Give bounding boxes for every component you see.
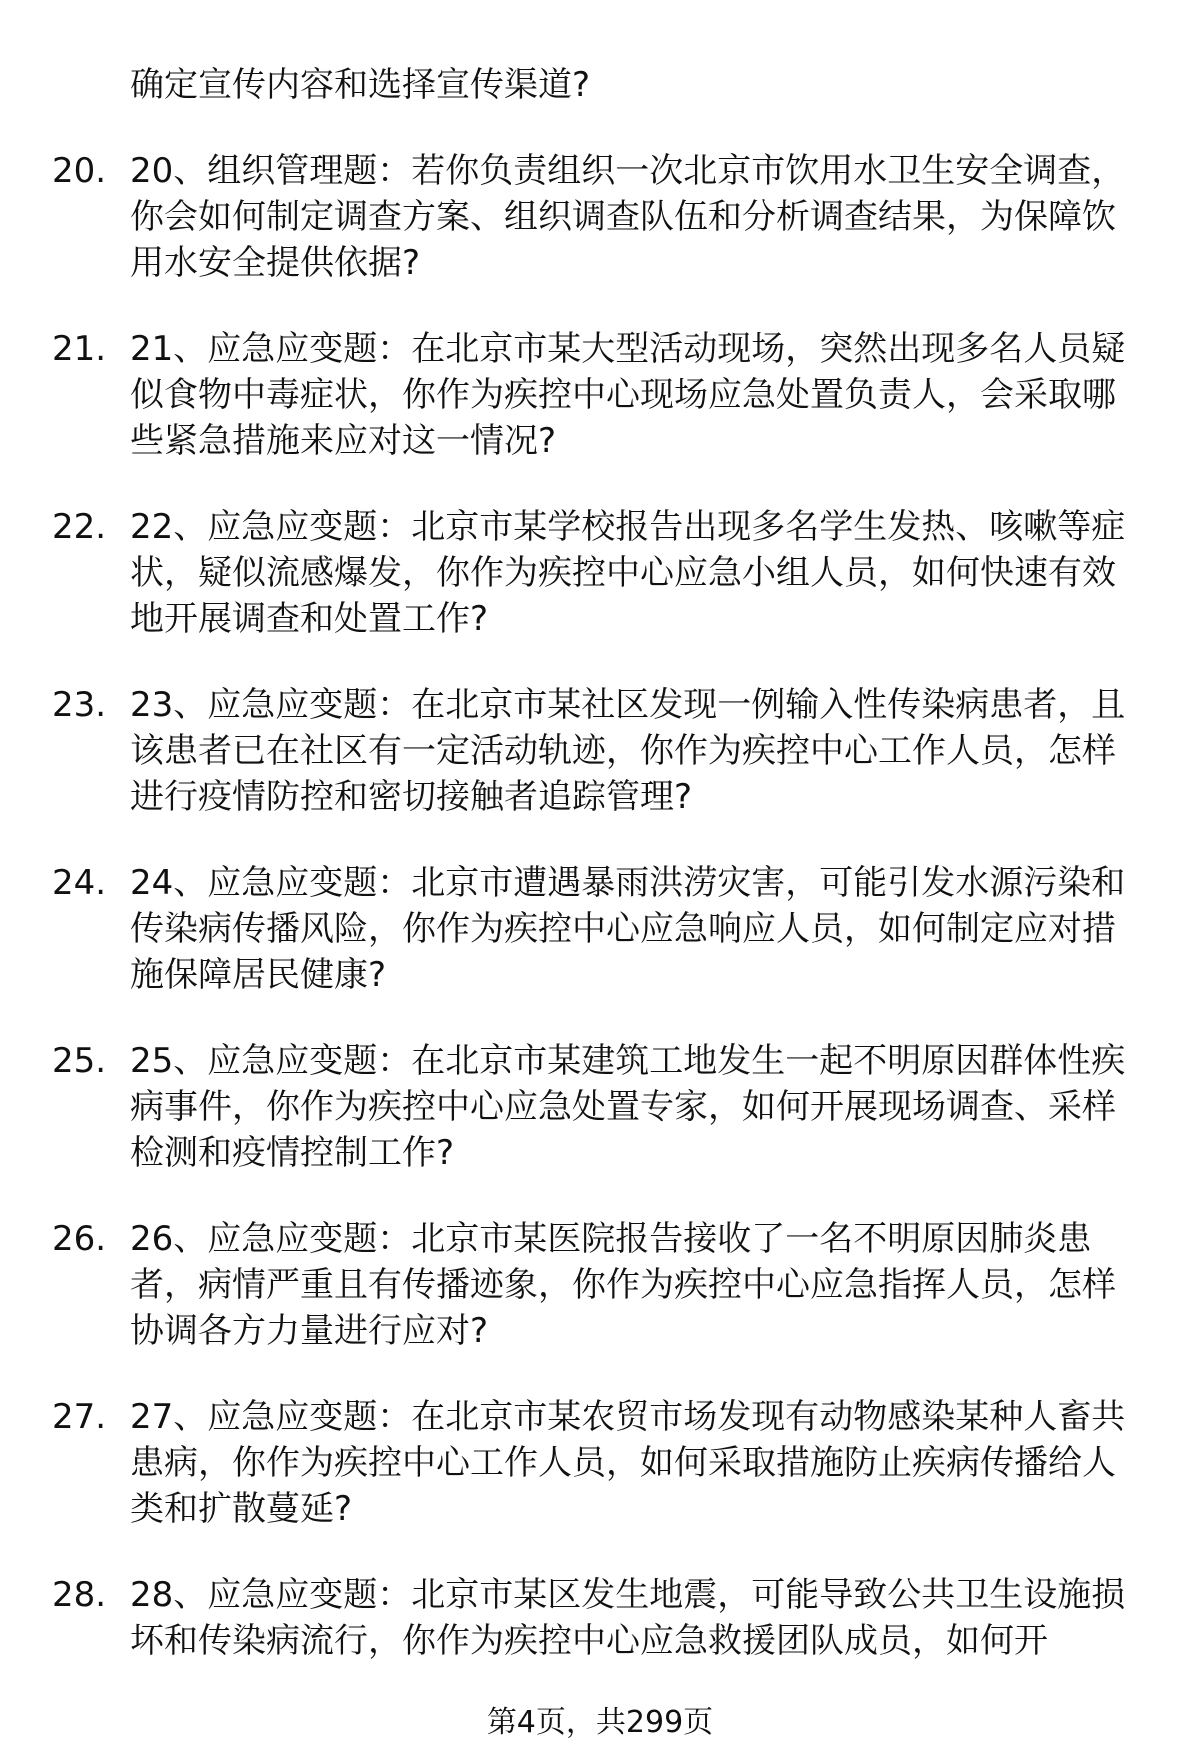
item-text: 28、应急应变题：北京市某区发生地震，可能导致公共卫生设施损坏和传染病流行，你作为疾控中心应急救援团队成员，如何开: [130, 1575, 1126, 1661]
page-number-footer: 第4页，共299页: [486, 1705, 714, 1740]
item-number: 25.: [52, 1041, 107, 1081]
list-item: [0, 1572, 1200, 1710]
item-number: 28.: [52, 1575, 107, 1615]
item-text: 26、应急应变题：北京市某医院报告接收了一名不明原因肺炎患者，病情严重且有传播迹象，你作为疾控中心应急指挥人员，怎样协调各方力量进行应对?: [130, 1219, 1116, 1351]
list-item: [0, 504, 1200, 642]
list-item: [0, 682, 1200, 820]
item-number: 23.: [52, 685, 107, 725]
item-text: 24、应急应变题：北京市遭遇暴雨洪涝灾害，可能引发水源污染和传染病传播风险，你作为疾控中心应急响应人员，如何制定应对措施保障居民健康?: [130, 863, 1126, 995]
list-item: [0, 860, 1200, 998]
item-text: 27、应急应变题：在北京市某农贸市场发现有动物感染某种人畜共患病，你作为疾控中心工作人员，如何采取措施防止疾病传播给人类和扩散蔓延?: [130, 1397, 1126, 1529]
item-number: 22.: [52, 507, 107, 547]
item-text: 23、应急应变题：在北京市某社区发现一例输入性传染病患者，且该患者已在社区有一定活动轨迹，你作为疾控中心工作人员，怎样进行疫情防控和密切接触者追踪管理?: [130, 685, 1126, 817]
item-text: 21、应急应变题：在北京市某大型活动现场，突然出现多名人员疑似食物中毒症状，你作为疾控中心现场应急处置负责人，会采取哪些紧急措施来应对这一情况?: [130, 329, 1126, 461]
item-number: 21.: [52, 329, 107, 369]
list-item: [0, 326, 1200, 464]
continued-question-text: 确定宣传内容和选择宣传渠道?: [130, 65, 591, 105]
list-item: [0, 1038, 1200, 1176]
question-list: [0, 148, 1200, 1750]
item-text: 20、组织管理题：若你负责组织一次北京市饮用水卫生安全调查，你会如何制定调查方案、组织调查队伍和分析调查结果，为保障饮用水安全提供依据?: [130, 151, 1126, 283]
item-number: 26.: [52, 1219, 107, 1259]
item-text: 25、应急应变题：在北京市某建筑工地发生一起不明原因群体性疾病事件，你作为疾控中心应急处置专家，如何开展现场调查、采样检测和疫情控制工作?: [130, 1041, 1126, 1173]
list-item: [0, 1394, 1200, 1532]
list-item: [0, 1216, 1200, 1354]
item-number: 20.: [52, 151, 107, 191]
item-number: 24.: [52, 863, 107, 903]
item-number: 27.: [52, 1397, 107, 1437]
list-item: [0, 148, 1200, 286]
item-text: 22、应急应变题：北京市某学校报告出现多名学生发热、咳嗽等症状，疑似流感爆发，你作为疾控中心应急小组人员，如何快速有效地开展调查和处置工作?: [130, 507, 1126, 639]
